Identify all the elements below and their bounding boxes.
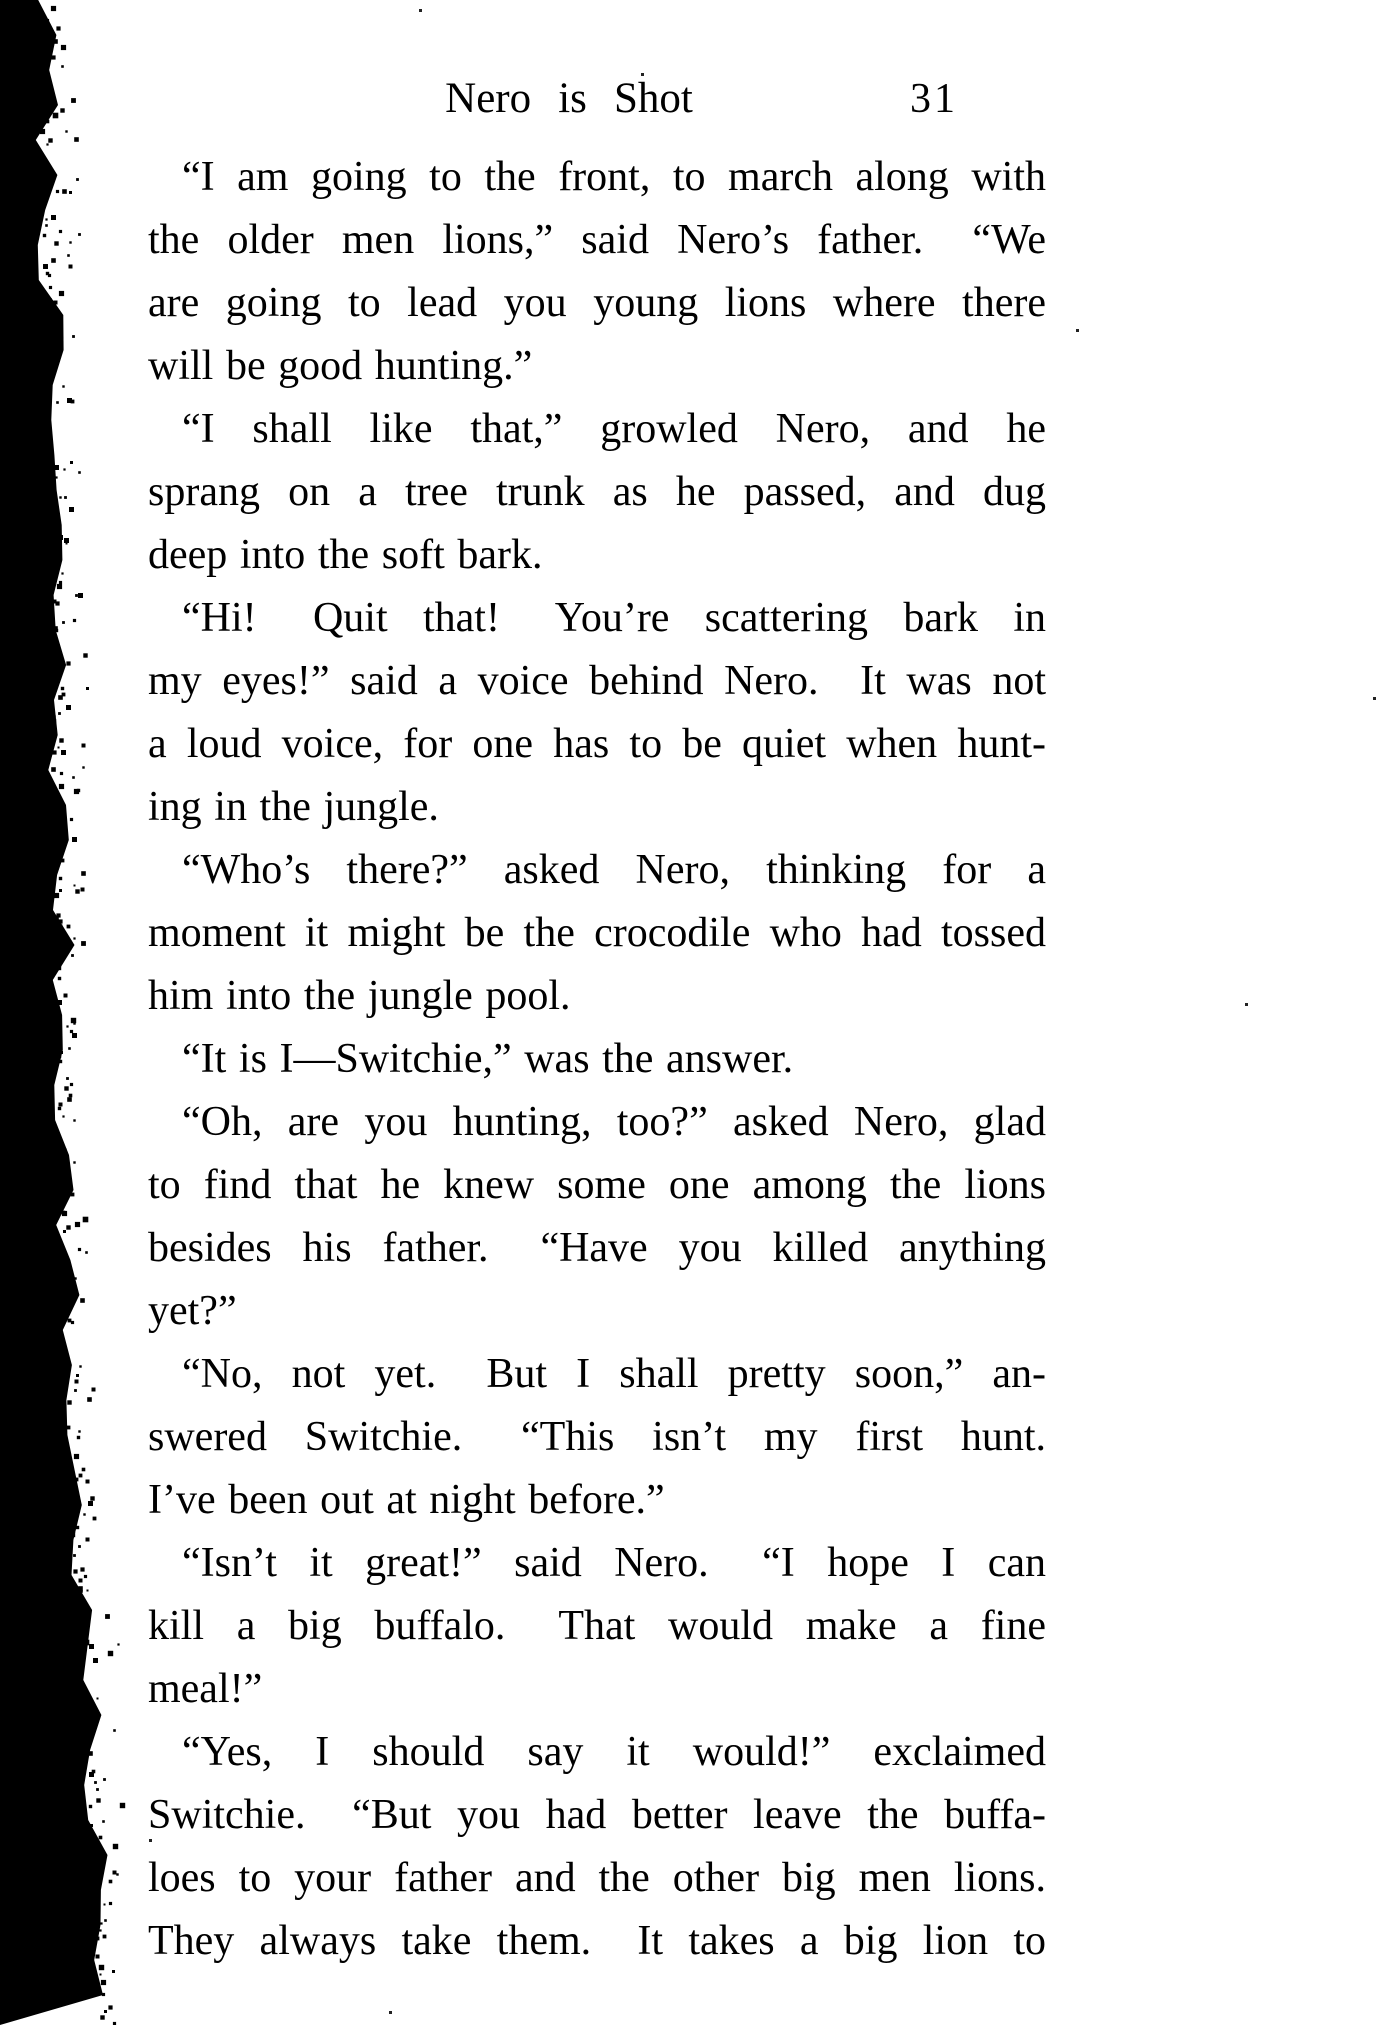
text-line: sprang on a tree trunk as he passed, and dug <box>148 469 1046 515</box>
paragraph <box>148 1091 1046 1343</box>
paragraph <box>148 1028 1046 1091</box>
text-line: the older men lions,” said Nero’s father. “We <box>148 217 1046 263</box>
text-line: ing in the jungle. <box>148 784 439 830</box>
text-line: I’ve been out at night before.” <box>148 1477 665 1523</box>
text-line: meal!” <box>148 1666 263 1712</box>
text-line: loes to your father and the other big men lions. <box>148 1855 1046 1901</box>
text-line: moment it might be the crocodile who had tossed <box>148 910 1046 956</box>
text-line: “Yes, I should say it would!” exclaimed <box>182 1729 1046 1775</box>
paragraph <box>148 1343 1046 1532</box>
text-line: swered Switchie. “This isn’t my first hunt. <box>148 1414 1046 1460</box>
text-line: “It is I—Switchie,” was the answer. <box>182 1036 794 1082</box>
page-header <box>148 66 1046 132</box>
paragraph <box>148 146 1046 398</box>
paragraph <box>148 587 1046 839</box>
text-line: “Isn’t it great!” said Nero. “I hope I can <box>182 1540 1046 1586</box>
paragraph <box>148 398 1046 587</box>
page-number: 31 <box>910 76 958 122</box>
scan-binding-edge <box>0 0 170 2025</box>
text-line: “Hi! Quit that! You’re scattering bark in <box>182 595 1046 641</box>
body-text <box>148 146 1046 1973</box>
paragraph <box>148 1721 1046 1973</box>
text-line: Switchie. “But you had better leave the buffa- <box>148 1792 1046 1838</box>
text-line: to find that he knew some one among the lions <box>148 1162 1046 1208</box>
text-line: a loud voice, for one has to be quiet when hunt- <box>148 721 1046 767</box>
paragraph <box>148 1532 1046 1721</box>
page-content <box>148 66 1046 1973</box>
text-line: him into the jungle pool. <box>148 973 571 1019</box>
running-title: Nero is Shot <box>445 75 693 122</box>
text-line: my eyes!” said a voice behind Nero. It was not <box>148 658 1046 704</box>
paragraph <box>148 839 1046 1028</box>
text-line: “Who’s there?” asked Nero, thinking for a <box>182 847 1046 893</box>
text-line: “Oh, are you hunting, too?” asked Nero, glad <box>182 1099 1046 1145</box>
text-line: are going to lead you young lions where there <box>148 280 1046 326</box>
text-line: deep into the soft bark. <box>148 532 543 578</box>
text-line: They always take them. It takes a big lion to <box>148 1918 1046 1964</box>
text-line: kill a big buffalo. That would make a fine <box>148 1603 1046 1649</box>
text-line: will be good hunting.” <box>148 343 533 389</box>
text-line: “No, not yet. But I shall pretty soon,” an- <box>182 1351 1046 1397</box>
text-line: yet?” <box>148 1288 237 1334</box>
text-line: besides his father. “Have you killed anything <box>148 1225 1046 1271</box>
text-line: “I shall like that,” growled Nero, and he <box>182 406 1046 452</box>
text-line: “I am going to the front, to march along with <box>182 154 1046 200</box>
